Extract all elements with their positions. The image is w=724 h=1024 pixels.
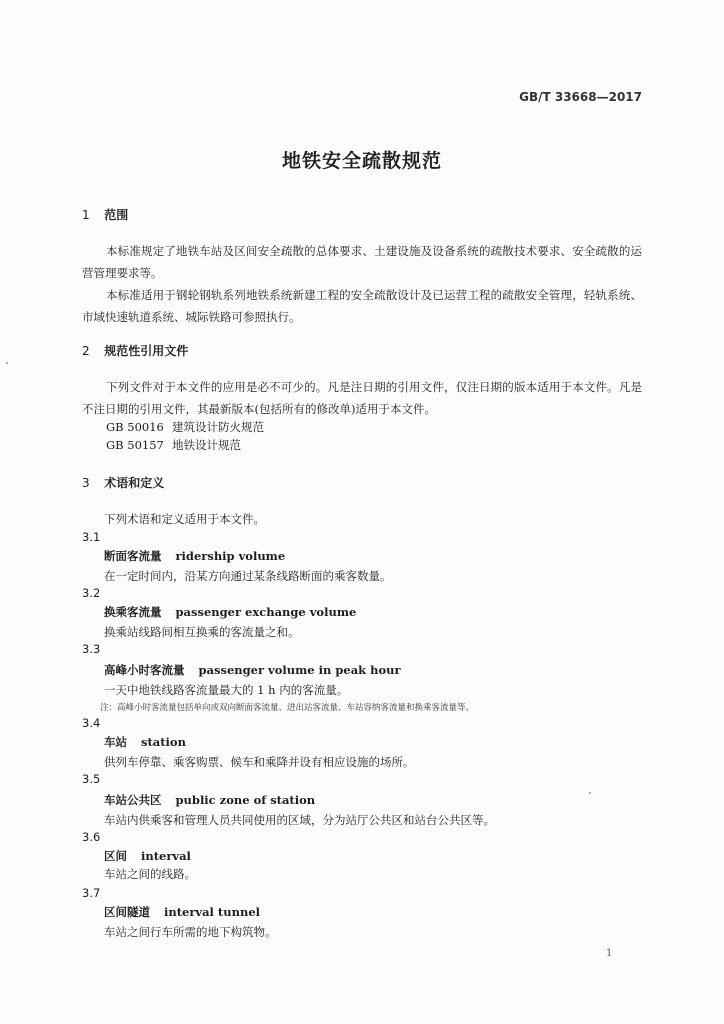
term-note: 注：高峰小时客流量包括单向或双向断面客流量、进出站客流量、车站容纳客流量和换乘客流量等。 — [100, 703, 475, 713]
paragraph: 下列文件对于本文件的应用是必不可少的。凡是注日期的引用文件，仅注日期的版本适用于本文件。凡是不注日期的引用文件，其最新版本(包括所有的修改单)适用于本文件。 — [82, 380, 642, 416]
term-zh: 换乘客流量 — [104, 605, 162, 619]
term-definition: 车站之间的线路。 — [104, 867, 196, 881]
term-en: passenger exchange volume — [175, 605, 357, 619]
term-zh: 区间 — [104, 849, 127, 863]
term-en: ridership volume — [175, 549, 286, 563]
term-en: interval — [141, 849, 191, 863]
paragraph: 本标准规定了地铁车站及区间安全疏散的总体要求、土建设施及设备系统的疏散技术要求、安全疏散的运营管理要求等。 — [82, 244, 642, 280]
standard-code: GB/T 33668—2017 — [519, 90, 642, 104]
section-number: 2 — [82, 344, 90, 358]
term-en: public zone of station — [175, 793, 316, 807]
term-number: 3.4 — [82, 716, 101, 730]
term-number: 3.7 — [82, 886, 101, 900]
section-number: 1 — [82, 208, 90, 222]
term-definition: 一天中地铁线路客流量最大的 1 h 内的客流量。 — [104, 683, 349, 697]
section-title: 范围 — [104, 208, 129, 222]
term-definition: 车站内供乘客和管理人员共同使用的区域，分为站厅公共区和站台公共区等。 — [104, 813, 495, 827]
term-name — [104, 848, 191, 864]
term-zh: 断面客流量 — [104, 549, 162, 563]
paragraph: 本标准适用于钢轮钢轨系列地铁系统新建工程的安全疏散设计及已运营工程的疏散安全管理，轻轨系统、市域快速轨道系统、城际铁路可参照执行。 — [82, 288, 642, 324]
term-name — [104, 604, 356, 620]
document-title: 地铁安全疏散规范 — [281, 150, 442, 172]
section-title: 规范性引用文件 — [104, 344, 189, 358]
section-heading-references — [82, 342, 188, 359]
term-name — [104, 904, 260, 920]
term-definition: 供列车停靠、乘客购票、候车和乘降并设有相应设施的场所。 — [104, 755, 415, 769]
reference-item — [106, 436, 241, 454]
reference-name: 建筑设计防火规范 — [172, 420, 264, 434]
section-title: 术语和定义 — [104, 476, 165, 490]
term-zh: 车站公共区 — [104, 793, 162, 807]
term-number: 3.2 — [82, 586, 101, 600]
term-name — [104, 792, 315, 808]
scan-speck — [589, 792, 591, 794]
term-number: 3.1 — [82, 530, 101, 544]
scan-speck — [6, 362, 8, 364]
term-definition: 车站之间行车所需的地下构筑物。 — [104, 925, 277, 939]
term-name — [104, 662, 401, 678]
term-definition: 换乘站线路间相互换乘的客流量之和。 — [104, 625, 300, 639]
term-definition: 在一定时间内，沿某方向通过某条线路断面的乘客数量。 — [104, 569, 392, 583]
section-heading-terms — [82, 474, 164, 491]
term-zh: 车站 — [104, 735, 127, 749]
term-en: station — [141, 735, 186, 749]
reference-item — [106, 418, 264, 436]
section-heading-scope — [82, 206, 128, 223]
term-en: passenger volume in peak hour — [198, 663, 401, 677]
term-name — [104, 734, 186, 750]
term-number: 3.6 — [82, 830, 101, 844]
terms-intro: 下列术语和定义适用于本文件。 — [104, 512, 265, 526]
term-zh: 高峰小时客流量 — [104, 663, 185, 677]
page-number: 1 — [606, 948, 613, 959]
term-name — [104, 548, 285, 564]
reference-code: GB 50016 — [106, 420, 164, 434]
reference-name: 地铁设计规范 — [172, 438, 241, 452]
term-zh: 区间隧道 — [104, 905, 150, 919]
reference-code: GB 50157 — [106, 438, 164, 452]
term-number: 3.3 — [82, 642, 101, 656]
section-number: 3 — [82, 476, 90, 490]
term-en: interval tunnel — [164, 905, 261, 919]
term-number: 3.5 — [82, 772, 101, 786]
